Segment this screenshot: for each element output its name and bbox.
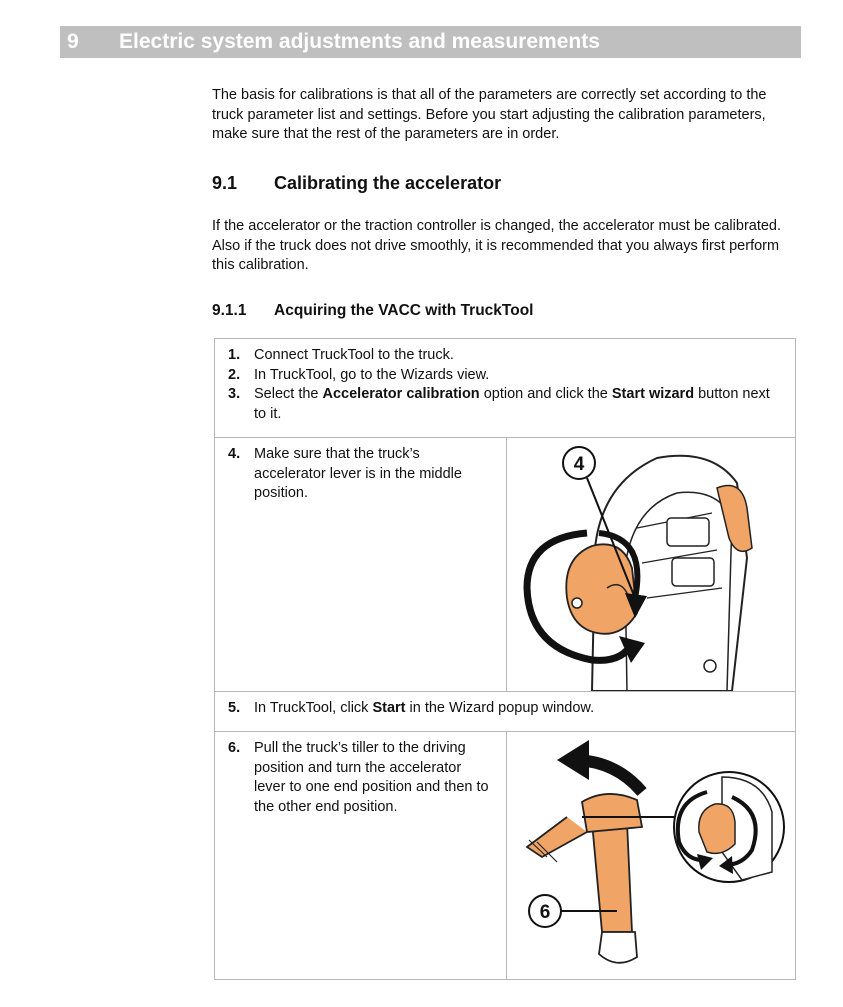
step-3-number: 3. [228, 386, 241, 402]
section-number: 9.1 [212, 173, 238, 193]
subsection-number: 9.1.1 [212, 302, 247, 319]
steps-box-6 [214, 731, 796, 980]
chapter-number: 9 [67, 30, 79, 53]
chapter-title: Electric system adjustments and measurements [119, 30, 600, 53]
accelerator-lever-illustration [507, 438, 795, 691]
callout-4-label: 4 [573, 454, 585, 475]
intro-paragraph: The basis for calibrations is that all of the parameters are correctly set according to the truck parameter list and settings. Before you start adjusting the calibration parameters, make sure that the rest of the parameters are in order. [212, 87, 767, 142]
subsection-title: Acquiring the VACC with TruckTool [274, 302, 534, 319]
steps-box-1 [214, 338, 796, 438]
step-6-text: Pull the truck’s tiller to the driving position and turn the accelerator lever to one end position and then to the other end position. [254, 740, 489, 815]
step-4-number: 4. [228, 446, 241, 462]
step-2-text: In TruckTool, go to the Wizards view. [254, 367, 490, 383]
step-6-number: 6. [228, 740, 241, 756]
step-1-number: 1. [228, 347, 241, 363]
chapter-heading-bar [60, 26, 801, 58]
subsection-heading [212, 302, 533, 320]
step-5-text: In TruckTool, click Start in the Wizard popup window. [254, 700, 595, 716]
steps-box-5 [214, 691, 796, 732]
section-title: Calibrating the accelerator [274, 173, 502, 193]
step-5-number: 5. [228, 700, 241, 716]
section-paragraph: If the accelerator or the traction controller is changed, the accelerator must be calibrated. Also if the truck does not drive smoothly, it is recommended that you always first perform this calibration. [212, 218, 782, 273]
section-heading [212, 173, 501, 194]
callout-6-label: 6 [539, 902, 551, 923]
step-1-text: Connect TruckTool to the truck. [254, 347, 454, 363]
step-2-number: 2. [228, 367, 241, 383]
step-4-text: Make sure that the truck’s accelerator lever is in the middle position. [254, 446, 462, 501]
steps-box-4 [214, 437, 796, 692]
tiller-illustration [507, 732, 795, 979]
step-3-text: Select the Accelerator calibration option and click the Start wizard button next to it. [254, 386, 770, 422]
